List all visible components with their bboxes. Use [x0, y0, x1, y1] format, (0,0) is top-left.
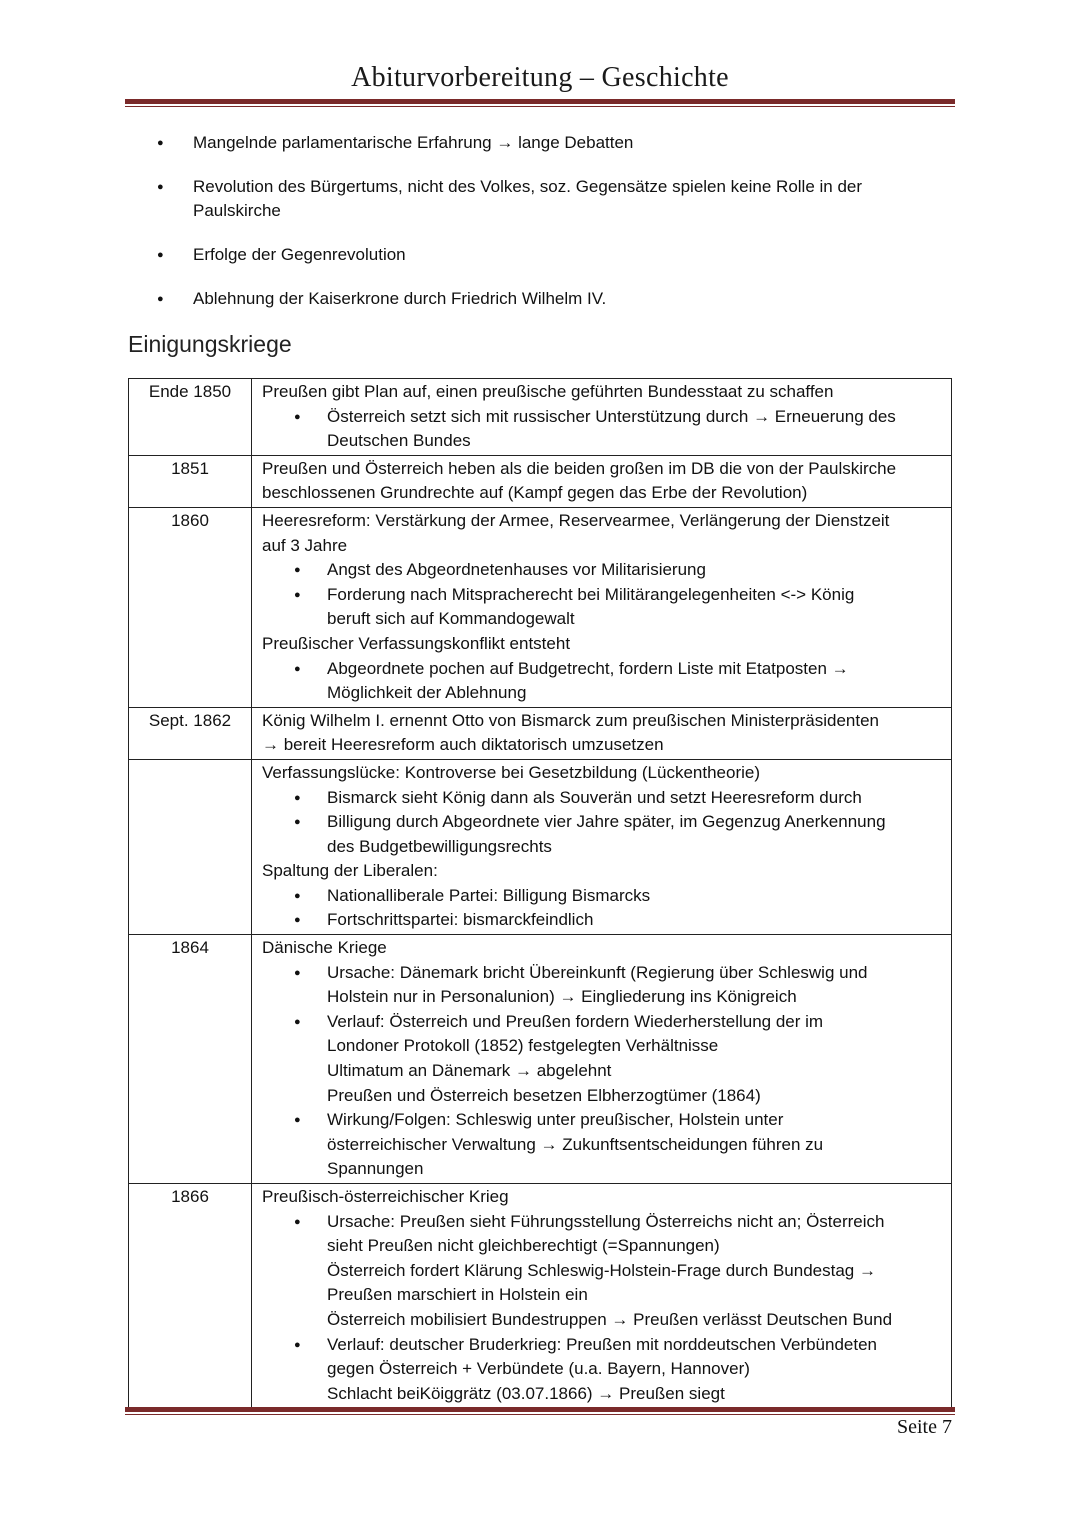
text-line: Verfassungslücke: Kontroverse bei Gesetzbildung (Lückentheorie): [262, 762, 761, 782]
text-line: Preußen marschiert in Holstein ein: [327, 1285, 588, 1305]
content-paragraph: [262, 380, 943, 405]
text-line: Spannungen: [327, 1159, 424, 1179]
text-line: Heeresreform: Verstärkung der Armee, Reservearmee, Verlängerung der Dienstzeit: [262, 510, 890, 530]
text-line: König Wilhelm I. ernennt Otto von Bismarck zum preußischen Ministerpräsidenten: [262, 710, 879, 730]
text-line: Schlacht beiKöiggrätz (03.07.1866) → Preußen siegt: [327, 1383, 725, 1403]
content-bullet-item: [262, 405, 943, 454]
text-line: ● Österreich setzt sich mit russischer Unterstützung durch → Erneuerung des: [327, 406, 896, 426]
text-line: Spaltung der Liberalen:: [262, 861, 438, 881]
page-header-title: Abiturvorbereitung – Geschichte: [351, 62, 729, 93]
content-bullet-list: [262, 1210, 943, 1407]
text-line: Preußen und Österreich heben als die beiden großen im DB die von der Paulskirche: [262, 458, 897, 478]
text-line: Preußisch-österreichischer Krieg: [262, 1187, 509, 1206]
text-line: Deutschen Bundes: [327, 431, 471, 451]
text-line: beschlossenen Grundrechte auf (Kampf gegen das Erbe der Revolution): [262, 483, 808, 503]
content-paragraph: [262, 632, 943, 657]
intro-bullet-item: [155, 287, 945, 311]
timeline-row: [129, 507, 952, 707]
timeline-table: [128, 378, 952, 1408]
timeline-row: [129, 379, 952, 456]
content-bullet-list: [262, 884, 943, 933]
timeline-content: [252, 935, 952, 1184]
section-heading: Einigungskriege: [128, 331, 292, 357]
content-bullet-item: [262, 884, 943, 909]
timeline-date: Ende 1850: [129, 379, 252, 456]
text-line: ● Verlauf: deutscher Bruderkrieg: Preußen mit norddeutschen Verbündeten: [327, 1334, 878, 1354]
text-line: ● Ursache: Dänemark bricht Übereinkunft (Regierung über Schleswig und: [327, 962, 868, 982]
content-bullet-item: [262, 583, 943, 632]
timeline-content: [252, 507, 952, 707]
content-paragraph: [262, 859, 943, 884]
text-line: ● Verlauf: Österreich und Preußen fordern Wiederherstellung der im: [327, 1011, 824, 1031]
text-line: ● Angst des Abgeordnetenhauses vor Militarisierung: [327, 560, 706, 580]
content-bullet-item: [262, 786, 943, 811]
text-line: Dänische Kriege: [262, 938, 387, 958]
text-line: Londoner Protokoll (1852) festgelegten Verhältnisse: [327, 1036, 719, 1056]
content-bullet-item: [262, 810, 943, 859]
timeline-content: [252, 379, 952, 456]
timeline-date: Sept. 1862: [129, 707, 252, 759]
text-line: des Budgetbewilligungsrechts: [327, 836, 552, 856]
intro-bullet-item: [155, 175, 945, 223]
content-bullet-list: [262, 558, 943, 632]
text-line: ● Billigung durch Abgeordnete vier Jahre später, im Gegenzug Anerkennung: [327, 812, 886, 832]
content-bullet-item: [262, 558, 943, 583]
text-line: Holstein nur in Personalunion) → Eingliederung ins Königreich: [327, 987, 797, 1007]
page-number: Seite 7: [897, 1416, 952, 1438]
content-bullet-list: [262, 405, 943, 454]
text-line: beruft sich auf Kommandogewalt: [327, 609, 575, 629]
text-line: sieht Preußen nicht gleichberechtigt (=Spannungen): [327, 1236, 720, 1256]
text-line: Paulskirche: [193, 201, 281, 220]
text-line: ● Erfolge der Gegenrevolution: [193, 245, 406, 264]
text-line: ● Mangelnde parlamentarische Erfahrung → lange Debatten: [193, 133, 634, 152]
timeline-date: 1851: [129, 455, 252, 507]
intro-bullet-item: [155, 243, 945, 267]
timeline-row: [129, 759, 952, 934]
timeline-row: [129, 1184, 952, 1408]
content-bullet-item: [262, 1010, 943, 1108]
timeline-content: [252, 1184, 952, 1408]
content-bullet-item: [262, 1333, 943, 1407]
content-paragraph: [262, 1185, 943, 1210]
content-paragraph: [262, 509, 943, 558]
content-bullet-item: [262, 657, 943, 706]
text-line: Österreich mobilisiert Bundestruppen → Preußen verlässt Deutschen Bund: [327, 1309, 893, 1329]
header-rule: [125, 99, 955, 107]
text-line: ● Nationalliberale Partei: Billigung Bismarcks: [327, 885, 651, 905]
text-line: ● Ablehnung der Kaiserkrone durch Friedrich Wilhelm IV.: [193, 289, 607, 308]
text-line: gegen Österreich + Verbündete (u.a. Bayern, Hannover): [327, 1359, 750, 1379]
content-bullet-list: [262, 786, 943, 860]
text-line: ● Forderung nach Mitspracherecht bei Militärangelegenheiten <-> König: [327, 584, 855, 604]
text-line: → bereit Heeresreform auch diktatorisch umzusetzen: [262, 735, 664, 755]
timeline-content: [252, 455, 952, 507]
content-paragraph: [262, 457, 943, 506]
content-paragraph: [262, 761, 943, 786]
content-bullet-item: [262, 1108, 943, 1182]
timeline-date: [129, 759, 252, 934]
text-line: ● Abgeordnete pochen auf Budgetrecht, fordern Liste mit Etatposten →: [327, 658, 849, 678]
text-line: Preußischer Verfassungskonflikt entsteht: [262, 633, 571, 653]
timeline-row: [129, 455, 952, 507]
content-bullet-list: [262, 961, 943, 1182]
text-line: Preußen gibt Plan auf, einen preußische geführten Bundesstaat zu schaffen: [262, 382, 834, 401]
intro-bullet-list: [155, 131, 945, 331]
content-bullet-item: [262, 1210, 943, 1333]
content-bullet-item: [262, 961, 943, 1010]
text-line: ● Fortschrittspartei: bismarckfeindlich: [327, 910, 594, 930]
intro-bullet-item: [155, 131, 945, 155]
timeline-row: [129, 935, 952, 1184]
text-line: ● Bismarck sieht König dann als Souverän und setzt Heeresreform durch: [327, 787, 862, 807]
text-line: ● Wirkung/Folgen: Schleswig unter preußischer, Holstein unter: [327, 1110, 784, 1130]
text-line: Österreich fordert Klärung Schleswig-Holstein-Frage durch Bundestag →: [327, 1260, 876, 1280]
timeline-date: 1866: [129, 1184, 252, 1408]
text-line: auf 3 Jahre: [262, 535, 348, 555]
timeline-content: [252, 759, 952, 934]
text-line: Preußen und Österreich besetzen Elbherzogtümer (1864): [327, 1085, 761, 1105]
text-line: Möglichkeit der Ablehnung: [327, 683, 527, 703]
text-line: ● Revolution des Bürgertums, nicht des Volkes, soz. Gegensätze spielen keine Rolle in der: [193, 177, 863, 196]
timeline-date: 1860: [129, 507, 252, 707]
timeline-content: [252, 707, 952, 759]
content-paragraph: [262, 936, 943, 961]
footer-rule: [125, 1407, 955, 1415]
text-line: österreichischer Verwaltung → Zukunftsentscheidungen führen zu: [327, 1134, 824, 1154]
content-paragraph: [262, 709, 943, 758]
content-bullet-list: [262, 657, 943, 706]
content-bullet-item: [262, 908, 943, 933]
timeline-date: 1864: [129, 935, 252, 1184]
text-line: Ultimatum an Dänemark → abgelehnt: [327, 1061, 612, 1081]
timeline-row: [129, 707, 952, 759]
text-line: ● Ursache: Preußen sieht Führungsstellung Österreichs nicht an; Österreich: [327, 1211, 885, 1231]
